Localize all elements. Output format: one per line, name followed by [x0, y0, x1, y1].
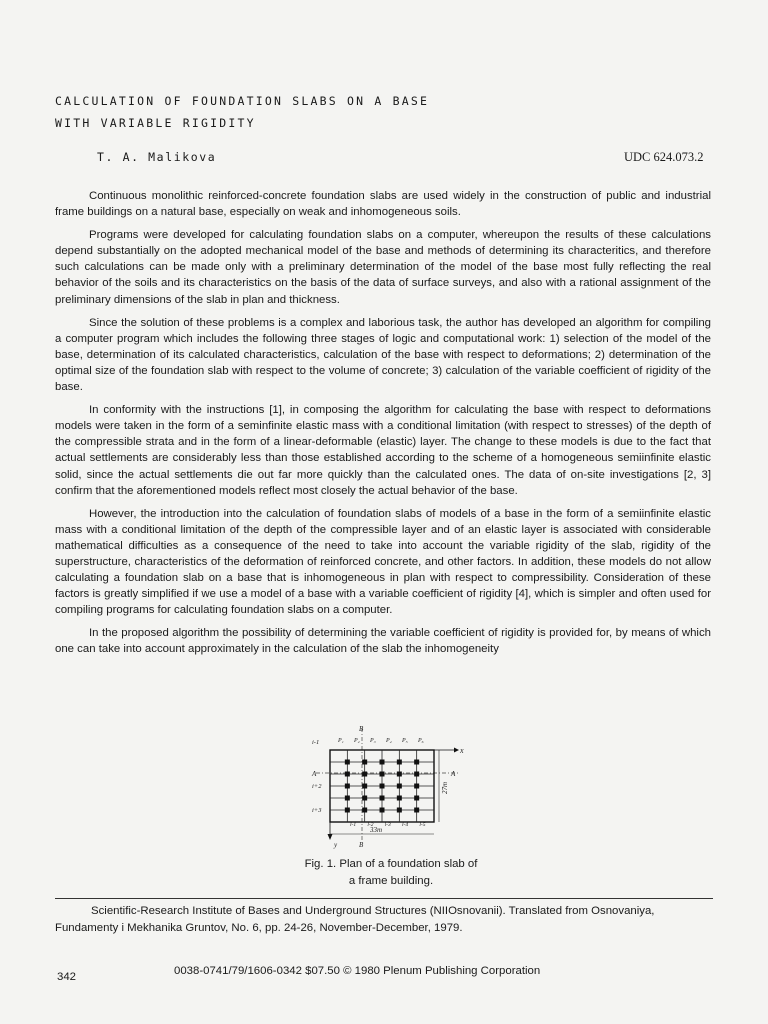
- column-node: [345, 796, 350, 801]
- section-label-b-top: B: [359, 725, 364, 733]
- x-axis-label: x: [460, 746, 464, 755]
- bay-label: l-4: [402, 822, 409, 828]
- bay-label: l-1: [350, 822, 357, 828]
- paragraph-5: However, the introduction into the calculation of foundation slabs of models of a base in the form of a semiinfinite elastic mass with a conditional limitation of the depth of the compressible layer and of an elastic layer is associated with considerable mathematical difficulties as a consequence of the need to take into account the variable rigidity of the slab, rigidity of the superstructure, characteristics of the deformation of reinforced concrete, and other factors. In addition, these models do not allow calculating a foundation slab on a base that is inhomogeneous in plan with respect to compressibility. Consideration of these factors is greatly simplified if we use a model of a base with a variable coefficient of rigidity [4], which is simpler and often used for compiling programs for calculating foundation slabs on a computer.: [55, 507, 711, 617]
- column-node: [380, 772, 385, 777]
- column-node: [380, 808, 385, 813]
- column-node: [362, 808, 367, 813]
- paragraph-6: In the proposed algorithm the possibility of determining the variable coefficient of rigidity is provided for, by means of which one can take into account approximately in the calculation of the slab the inhomogeneity: [55, 627, 711, 656]
- bay-label: l-2: [367, 822, 374, 828]
- figure-slab-plan: [308, 722, 476, 850]
- y-axis-label: y: [334, 841, 338, 849]
- column-node: [345, 772, 350, 777]
- slab-plan-drawing: [308, 722, 476, 850]
- horizontal-dimension-label: 33m: [370, 826, 383, 834]
- column-node: [414, 760, 419, 765]
- column-node: [380, 796, 385, 801]
- paragraph-4: In conformity with the instructions [1], in composing the algorithm for calculating the base with respect to deformations models were taken in the form of a seminfinite elastic mass with a conditional limitation (with respect to stresses) of the depth of the compressible strata and in the form of a linear-deformable (elastic) layer. The change to these models is due to the fact that actual settlements are considerably less than those established according to the scheme of a homogeneous semiinfinite elastic solid, since the actual settlements die out far more quickly than the calculated ones. The data of on-site investigations [2, 3] confirm that the aforementioned models reflect most closely the actual behavior of the base.: [55, 404, 711, 497]
- column-node: [380, 784, 385, 789]
- load-label: P₂: [354, 738, 360, 744]
- caption-line-2: a frame building.: [348, 875, 434, 887]
- load-label: P₆: [418, 738, 424, 744]
- column-node: [414, 808, 419, 813]
- column-node: [362, 796, 367, 801]
- column-node: [414, 796, 419, 801]
- caption-line-1: Fig. 1. Plan of a foundation slab of: [304, 858, 478, 870]
- column-node: [345, 808, 350, 813]
- column-node: [397, 760, 402, 765]
- section-label-a-right: A: [451, 770, 456, 778]
- page-number: 342: [57, 971, 77, 983]
- column-node: [414, 784, 419, 789]
- bay-label: l-5: [419, 822, 426, 828]
- copyright-line: 0038-0741/79/1606-0342 $07.50 © 1980 Plenum Publishing Corporation: [174, 965, 541, 977]
- section-label-a-left: A: [312, 770, 317, 778]
- load-label: P₃: [370, 738, 376, 744]
- article-body: [55, 188, 711, 665]
- load-label: P₄: [386, 738, 392, 744]
- row-label-2: i+2: [312, 783, 322, 790]
- column-node: [362, 760, 367, 765]
- paragraph-1: Continuous monolithic reinforced-concrete foundation slabs are used widely in the construction of public and industrial frame buildings on a natural base, especially on weak and inhomogeneous soils.: [55, 190, 711, 219]
- column-node: [345, 760, 350, 765]
- paragraph-2: Programs were developed for calculating foundation slabs on a computer, whereupon the results of these calculations depend substantially on the adopted mechanical model of the base and methods of determining its characteritics, and therefore such calculations can be made only with a preliminary determination of the model of the base most fully reflecting the real behavior of the soils and its characteristics on the basis of the data of surface surveys, and also with a rational assignment of the preliminary dimensions of the slab in plan and thickness.: [55, 229, 711, 306]
- column-node: [345, 784, 350, 789]
- column-node: [362, 784, 367, 789]
- y-axis-arrow-icon: [328, 834, 333, 840]
- load-label: P₁: [338, 738, 344, 744]
- row-label-1: i-1: [312, 739, 320, 746]
- column-node: [397, 784, 402, 789]
- x-axis-arrow-icon: [454, 748, 459, 753]
- column-node: [380, 760, 385, 765]
- footnote: Scientific-Research Institute of Bases and Underground Structures (NIIOsnovanii). Translated from Osnovaniya, Fundamenty i Mekhanika Gruntov, No. 6, pp. 24-26, November-December, 1979.: [55, 905, 655, 934]
- article-title-line-1: CALCULATION OF FOUNDATION SLABS ON A BASE: [55, 94, 430, 108]
- bay-label: l-3: [384, 822, 391, 828]
- vertical-dimension-label: 27m: [441, 781, 449, 794]
- section-label-b-bottom: B: [359, 841, 364, 849]
- article-title-line-2: WITH VARIABLE RIGIDITY: [55, 116, 256, 130]
- footnote-divider: [55, 898, 713, 899]
- column-node: [397, 772, 402, 777]
- row-label-3: i+3: [312, 807, 322, 814]
- paragraph-3: Since the solution of these problems is a complex and laborious task, the author has developed an algorithm for compiling a computer program which includes the following three stages of logic and computational work: 1) selection of the model of the base, determination of its calculated characteristics, calculation of the base with respect to deformations; 2) determination of the optimal size of the foundation slab with respect to the volume of concrete; 3) calculation of the variable coefficient of rigidity of the base.: [55, 316, 711, 394]
- load-label: P₅: [402, 738, 408, 744]
- column-node: [414, 772, 419, 777]
- column-node: [397, 808, 402, 813]
- udc-code: UDC 624.073.2: [624, 150, 704, 164]
- column-node: [397, 796, 402, 801]
- author-name: T. A. Malikova: [97, 150, 217, 164]
- load-labels: [337, 738, 424, 744]
- figure-caption: [232, 856, 550, 890]
- column-node: [362, 772, 367, 777]
